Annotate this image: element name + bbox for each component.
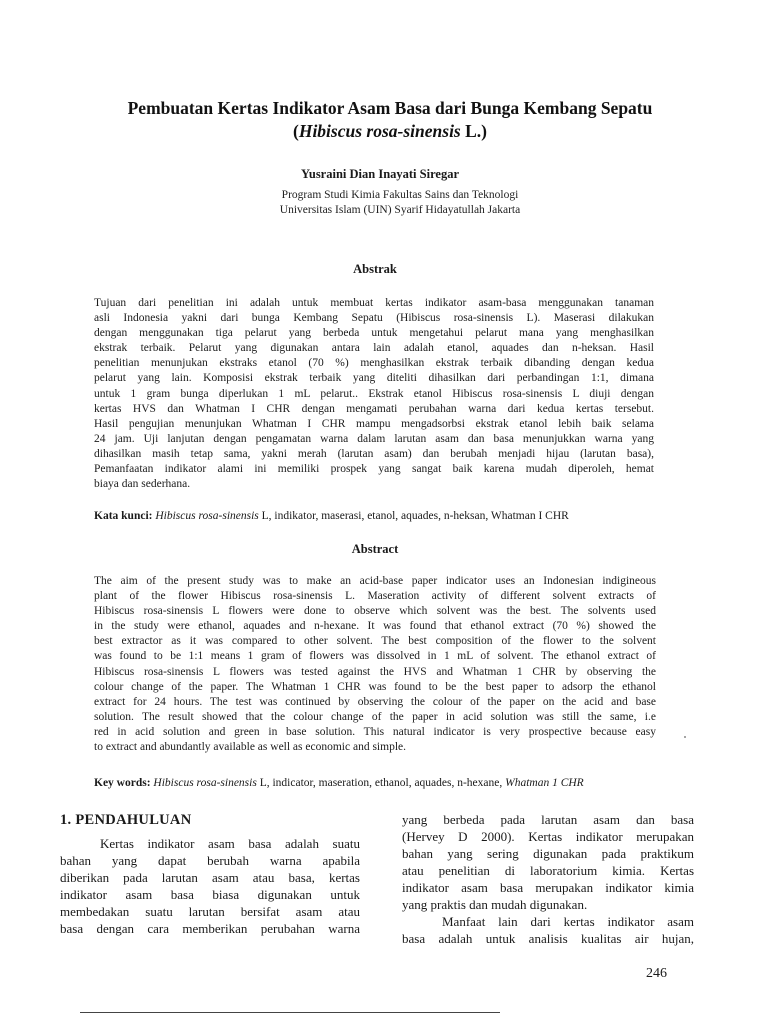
abstrak-line: dihasilkan masih tetap sama, yakni merah (larutan asam) dan berubah menjadi hijau (larutan basa), xyxy=(94,447,654,460)
abstrak-line: kertas HVS dan Whatman I CHR dengan mengamati perubahan warna dari kedua kertas tersebut. xyxy=(94,402,654,415)
scan-speck xyxy=(684,736,686,738)
abstrak-line: pelarut yang lain. Komposisi ekstrak terbaik yang diteliti dihasilkan dari perbandingan 1:1, dimana xyxy=(94,372,654,385)
abstract-line: best extractor as it was compared to other solvent. The best composition of the flower to the solvent xyxy=(94,635,656,648)
abstract-line: was found to be 1:1 means 1 gram of flowers was dissolved in 1 mL of solvent. The ethanol extract of xyxy=(94,650,656,663)
abstrak-line: 24 jam. Uji lanjutan dengan pengamatan warna dalam larutan asam dan basa menunjukkan warna yang xyxy=(94,432,654,445)
abstract-line: to extract and abundantly available as well as economic and simple. xyxy=(94,741,406,754)
title-species: Hibiscus rosa-sinensis xyxy=(298,121,461,141)
abstrak-line: Hasil pengujian menunjukan Whatman I CHR mampu mengadsorbsi ekstrak etanol lebih baik selama xyxy=(94,417,654,430)
body-line: yang praktis dan mudah digunakan. xyxy=(402,897,588,912)
key-words-list: L, indicator, maseration, ethanol, aquades, n-hexane, xyxy=(256,777,506,789)
affiliation-line-1: Program Studi Kimia Fakultas Sains dan Teknologi xyxy=(281,189,519,201)
key-words-species: Hibiscus rosa-sinensis xyxy=(153,777,257,789)
abstrak-line: Tujuan dari penelitian ini adalah untuk membuat kertas indikator asam-basa menggunakan tanaman xyxy=(94,297,654,309)
body-line: Manfaat lain dari kertas indikator asam xyxy=(442,914,694,929)
title-suffix: L.) xyxy=(460,121,487,141)
abstract-line: solution. The result showed that the colour change of the paper in acid solution was still the same, i.e xyxy=(94,710,656,723)
abstrak-line: dengan menggunakan tiga pelarut yang berbeda untuk mengetahui pelarut mana yang menghasilkan xyxy=(94,327,654,340)
affiliation xyxy=(60,188,740,218)
abstract-line: Hibiscus rosa-sinensis L flowers was tested against the HVS and Whatman 1 CHR by observing the xyxy=(94,665,656,678)
abstrak-line: untuk 1 gram bunga diperlukan 1 mL pelarut.. Ekstrak etanol Hibiscus rosa-sinensis L diuji dengan xyxy=(94,387,654,400)
body-line: bahan yang dapat berubah warna apabila xyxy=(60,853,360,868)
key-words-paper: Whatman 1 CHR xyxy=(505,777,584,789)
affiliation-line-2: Universitas Islam (UIN) Syarif Hidayatullah Jakarta xyxy=(279,204,521,216)
body-line: yang berbeda pada larutan asam dan basa xyxy=(402,812,694,827)
section-heading-pendahuluan: 1. PENDAHULUAN xyxy=(60,812,192,828)
body-line: indikator asam basa merupakan indikator kimia xyxy=(402,880,694,895)
abstrak-heading: Abstrak xyxy=(353,262,397,276)
title-line-2 xyxy=(60,120,720,143)
kata-kunci-species: Hibiscus rosa-sinensis xyxy=(155,510,259,522)
body-line: indikator asam basa biasa digunakan untuk xyxy=(60,887,360,902)
body-line: Kertas indikator asam basa adalah suatu xyxy=(100,836,360,851)
body-line: basa adalah untuk analisis kualitas air hujan, xyxy=(402,931,694,946)
page-number: 246 xyxy=(646,966,667,981)
abstrak-line: ekstrak terbaik. Pelarut yang digunakan antara lain adalah etanol, aquades dan n-heksan. Hasil xyxy=(94,342,654,355)
abstract-line: red in acid solution and green in base solution. This natural indicator is very prospective because easy xyxy=(94,725,656,738)
kata-kunci-label: Kata kunci xyxy=(94,510,149,522)
abstrak-line: biaya dan sederhana. xyxy=(94,478,191,491)
abstract-line: plant of the flower Hibiscus rosa-sinensis L. Maseration activity of different solvent extracts of xyxy=(94,590,656,603)
body-line: (Hervey D 2000). Kertas indikator merupakan xyxy=(402,829,694,844)
abstract-body xyxy=(94,574,656,755)
abstrak-body xyxy=(94,296,654,492)
abstrak-line: asli Indonesia yakni dari bunga Kembang Sepatu (Hibiscus rosa-sinensis L). Maserasi dilakukan xyxy=(94,312,654,325)
paper-title xyxy=(60,97,720,143)
abstract-line: colour change of the paper. The Whatman 1 CHR was found to be the best paper to adsorp the ethanol xyxy=(94,680,656,693)
body-line: atau penelitian di laboratorium kimia. Kertas xyxy=(402,863,694,878)
abstrak-line: Pemanfaatan indikator alami ini memiliki prospek yang sangat baik karena mudah diperoleh, hemat xyxy=(94,463,654,476)
abstrak-line: penelitian menunjukan ekstraks etanol (70 %) menghasilkan ekstrak terbaik dibanding dengan kedua xyxy=(94,357,654,370)
body-line: diberikan pada larutan asam atau basa, kertas xyxy=(60,870,360,885)
abstract-line: in the study were ethanol, aquades and n-hexane. It was found that ethanol extract (70 %) showed the xyxy=(94,620,656,633)
kata-kunci: Kata kunci: Hibiscus rosa-sinensis L, indikator, maserasi, etanol, aquades, n-heksan, Whatman I CHR xyxy=(94,510,569,522)
title-line-1: Pembuatan Kertas Indikator Asam Basa dari Bunga Kembang Sepatu xyxy=(127,98,653,118)
left-column xyxy=(60,835,360,937)
title-open-paren: ( xyxy=(293,121,299,141)
body-line: basa dengan cara memberikan perubahan warna xyxy=(60,921,360,936)
abstract-line: extract for 24 hours. The test was continued by observing the colour of the paper on the acid and base xyxy=(94,695,656,708)
key-words-label: Key words: xyxy=(94,777,151,789)
right-column xyxy=(402,811,694,947)
author-name: Yusraini Dian Inayati Siregar xyxy=(300,167,459,181)
body-line: bahan yang sering digunakan pada praktikum xyxy=(402,846,694,861)
abstract-heading: Abstract xyxy=(351,542,399,556)
key-words xyxy=(94,776,694,791)
body-line: membedakan suatu larutan bersifat asam atau xyxy=(60,904,360,919)
kata-kunci-list: L, indikator, maserasi, etanol, aquades, n-heksan, Whatman I CHR xyxy=(258,510,569,522)
abstract-line: Hibiscus rosa-sinensis L flowers were done to observe which solvent was the best. The solvents used xyxy=(94,605,656,618)
abstract-line: The aim of the present study was to make an acid-base paper indicator uses an Indonesian indigineous xyxy=(94,575,656,587)
footer-rule xyxy=(80,1012,500,1013)
